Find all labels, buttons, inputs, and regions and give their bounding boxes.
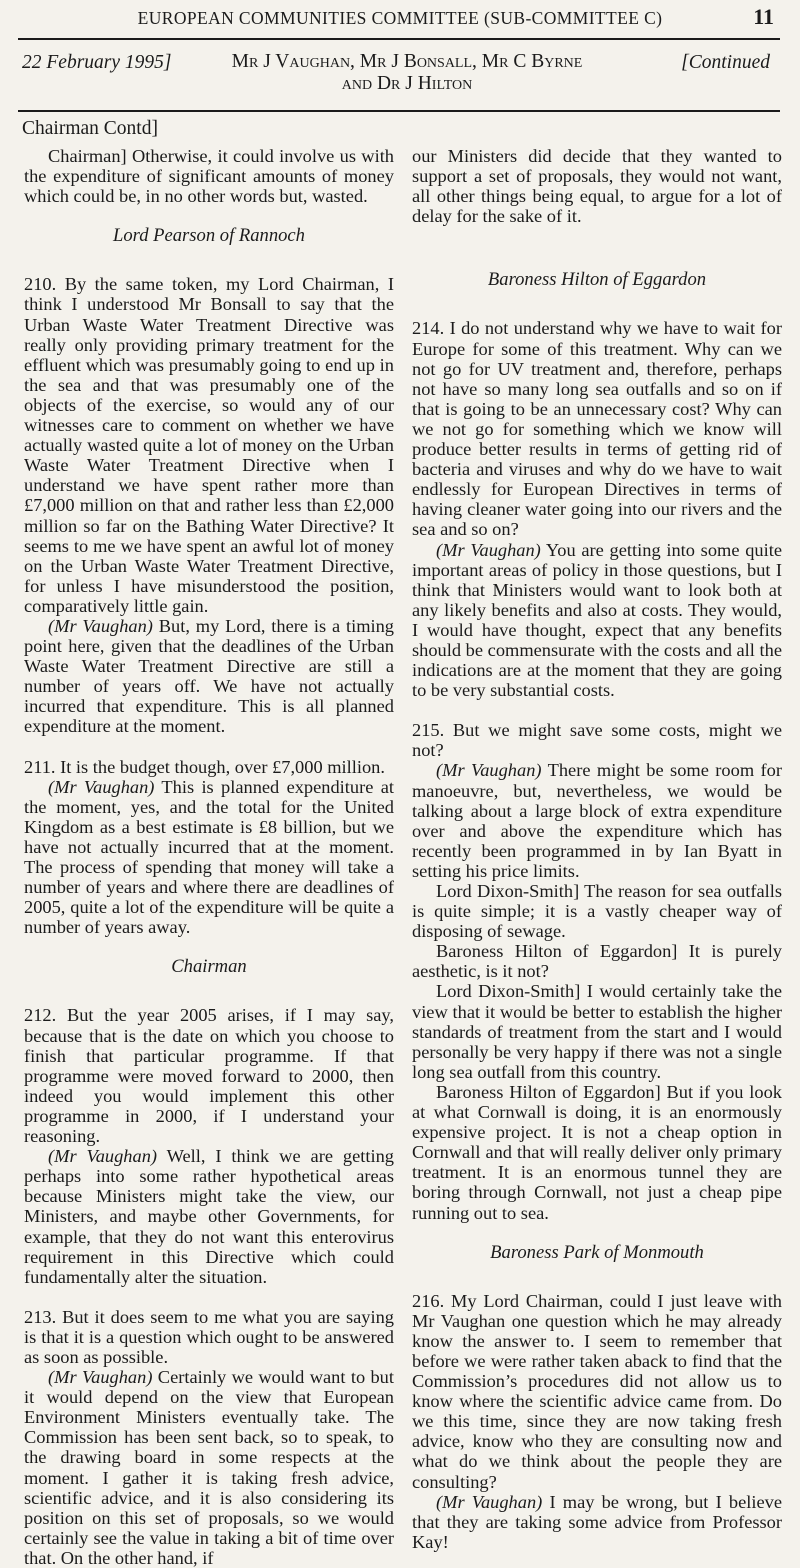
answer-speaker: (Mr Vaughan): [48, 1367, 153, 1388]
answer-paragraph: [24, 777, 394, 938]
speaker-heading: Lord Pearson of Rannoch: [113, 225, 305, 247]
answer-paragraph: [24, 616, 394, 737]
right-column: [412, 146, 782, 1552]
continued-label: [Continued: [681, 52, 770, 73]
answer-speaker: (Mr Vaughan): [436, 760, 542, 781]
answer-text: This is planned expenditure at the moment, yes, and the total for the United Kingdom as a best estimate is £8 billion, but we have not actually incurred that at the moment. The process of spending that money will take a number of years and where there are deadlines of 2005, quite a lot of the expenditure will be quite a number of years away.: [24, 776, 394, 938]
paragraph: our Ministers did decide that they wanted to support a set of proposals, they would not want, all other things being equal, to argue for a lot of delay for the sake of it.: [412, 146, 782, 227]
answer-text: You are getting into some quite important areas of policy in those questions, but I think that Ministers would want to look both at any likely benefits and also at costs. They would, I would have thought, expect that any benefits should be commensurate with the costs and all the indications are at the moment that they are going to be very substantial costs.: [412, 539, 782, 701]
answer-paragraph: [24, 1367, 394, 1568]
header-rule-top: [18, 38, 780, 40]
answer-paragraph: [412, 1492, 782, 1552]
interjection-paragraph: Baroness Hilton of Eggardon] But if you look at what Cornwall is doing, it is an enormously expensive project. It is not a cheap option in Cornwall and that will really deliver only primary treatment. It is an enormous tunnel they are boring through Cornwall, not just a cheap pipe running out to sea.: [412, 1081, 782, 1223]
question-paragraph: 213. But it does seem to me what you are saying is that it is a question which ought to be answered as soon as possible.: [24, 1306, 394, 1367]
witness-names: Mr J Vaughan, Mr J Bonsall, Mr C Byrne and Dr J Hilton: [231, 51, 583, 94]
answer-text: But, my Lord, there is a timing point here, given that the deadlines of the Urban Waste Water Treatment Directive are still a number of years off. We have not actually incurred that expenditure. This is all planned expenditure at the moment.: [24, 615, 394, 737]
interjection-paragraph: Lord Dixon-Smith] The reason for sea outfalls is quite simple; it is a vastly cheaper way of disposing of sewage.: [412, 881, 782, 942]
running-header-title: EUROPEAN COMMUNITIES COMMITTEE (SUB-COMMITTEE C): [137, 8, 663, 28]
question-paragraph: 211. It is the budget though, over £7,000 million.: [24, 756, 385, 777]
answer-paragraph: [24, 1146, 394, 1287]
speaker-heading: Baroness Hilton of Eggardon: [487, 269, 707, 291]
answer-speaker: (Mr Vaughan): [436, 539, 541, 560]
interjection-paragraph: Lord Dixon-Smith] I would certainly take the view that it would be better to establish the higher standards of treatment from the start and I would personally be very happy if there was not a single long sea outfall from this country.: [412, 981, 782, 1082]
answer-speaker: (Mr Vaughan): [436, 1491, 543, 1512]
answer-speaker: (Mr Vaughan): [48, 776, 155, 797]
page-number: 11: [753, 4, 774, 29]
answer-text: Well, I think we are getting perhaps into some rather hypothetical areas because Ministers might take the view, our Ministers, and maybe other Governments, for example, that they do not want this enterovirus requirement in this Directive which could fundamentally alter the situation.: [24, 1146, 394, 1287]
left-column: [24, 146, 394, 1568]
speaker-heading: Chairman: [171, 956, 247, 978]
header-rule-bottom: [18, 110, 780, 112]
interjection-paragraph: Baroness Hilton of Eggardon] It is purely aesthetic, is it not?: [412, 941, 782, 982]
answer-paragraph: [412, 760, 782, 881]
answer-speaker: (Mr Vaughan): [48, 1146, 158, 1167]
question-paragraph: 216. My Lord Chairman, could I just leave with Mr Vaughan one question which he may already know the answer to. I seem to remember that before we were rather taken aback to find that the Commission’s procedures did not allow us to know where the scientific advice came from. Do we this time, since they are now taking fresh advice, know who they are consulting now and what do we think about the people they are consulting?: [412, 1290, 782, 1492]
question-paragraph: 212. But the year 2005 arises, if I may say, because that is the date on which you choose to finish that particular programme. If that programme were moved forward to 2000, then indeed you would implement this other programme in 2000, if I understand your reasoning.: [24, 1005, 394, 1147]
question-paragraph: 210. By the same token, my Lord Chairman, I think I understood Mr Bonsall to say that the Urban Waste Water Treatment Directive was really only providing primary treatment for the effluent which was presumably going to end up in the sea and that was presumably one of the objects of the exercise, so would any of our witnesses care to comment on whether we have actually wasted quite a lot of money on the Urban Waste Water Treatment Directive when I understand we have spent rather more than £7,000 million on that and rather less than £2,000 million so far on the Bathing Water Directive? It seems to me we have spent an awful lot of money on the Urban Waste Water Treatment Directive, for unless I have misunderstood the position, comparatively little gain.: [24, 274, 394, 616]
question-paragraph: 215. But we might save some costs, might we not?: [412, 720, 782, 761]
answer-speaker: (Mr Vaughan): [48, 615, 153, 636]
question-paragraph: 214. I do not understand why we have to wait for Europe for some of this treatment. Why can we not go for UV treatment and, therefore, perhaps not have so many long sea outfalls and so on if that is going to be an unnecessary cost? Why can we not go for something which we know will produce better results in terms of getting rid of bacteria and viruses and why do we have to wait endlessly for European Directives in terms of having cleaner water going into our rivers and the sea and so on?: [412, 318, 782, 540]
session-date: 22 February 1995]: [22, 52, 172, 73]
answer-text: There might be some room for manoeuvre, but, nevertheless, we would be talking about a large block of extra expenditure over and above the expenditure which has recently been programmed in by Ian Byatt in setting his price limits.: [412, 760, 782, 881]
answer-text: I may be wrong, but I believe that they are taking some advice from Professor Kay!: [412, 1491, 782, 1552]
speaker-heading: Baroness Park of Monmouth: [490, 1241, 704, 1263]
answer-paragraph: [412, 540, 782, 701]
paragraph: Chairman] Otherwise, it could involve us with the expenditure of significant amounts of money which could be, in no other words but, wasted.: [24, 146, 394, 207]
section-label: Chairman Contd]: [22, 118, 158, 139]
answer-text: Certainly we would want to but it would depend on the view that European Environment Ministers eventually take. The Commission has been sent back, so to speak, to the drawing board in some respects at the moment. I gather it is taking fresh advice, scientific advice, and it is also considering its position on this set of proposals, so we would certainly see the value in taking a bit of time over that. On the other hand, if: [24, 1367, 394, 1568]
